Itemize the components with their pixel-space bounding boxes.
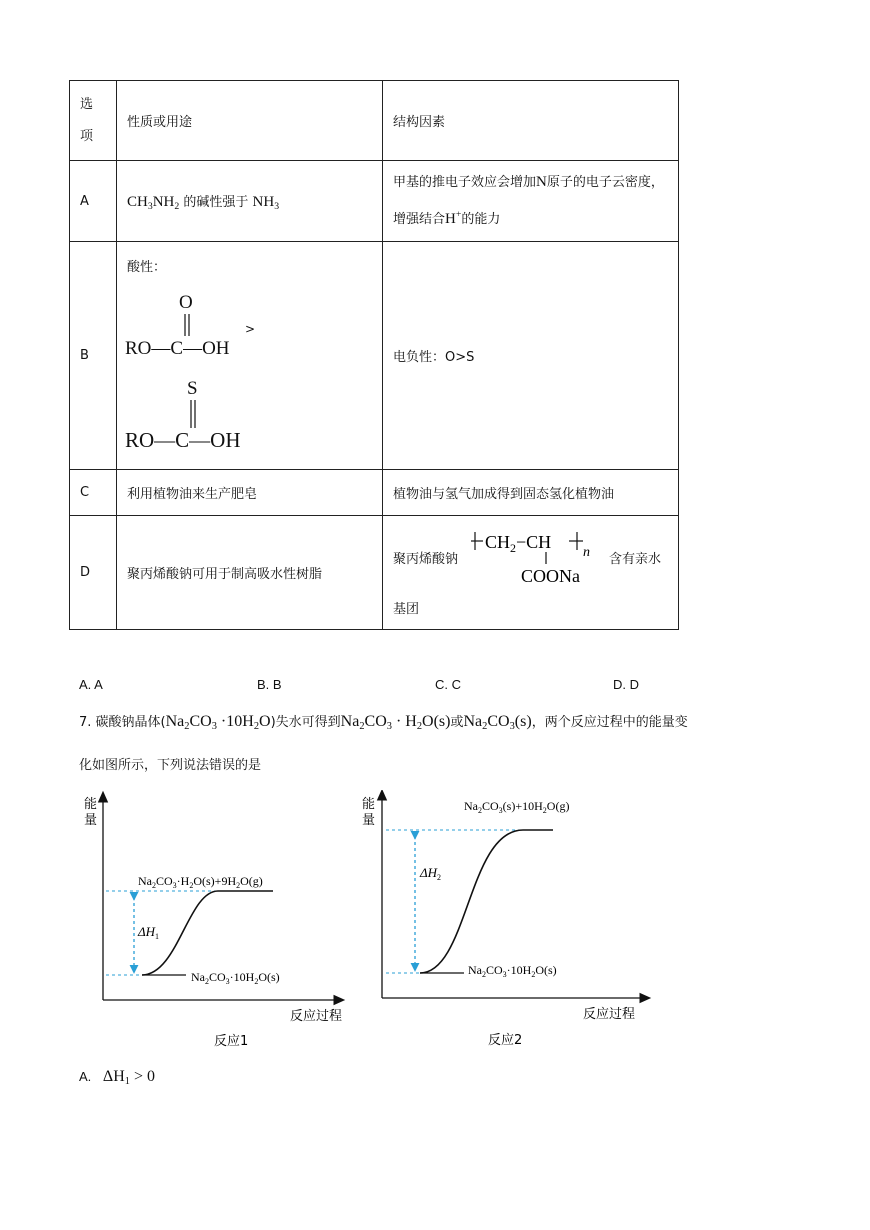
question-table xyxy=(69,80,679,630)
factor-b: 电负性：O>S xyxy=(383,242,679,470)
option-a: A xyxy=(70,161,117,242)
polymer-side: COONa xyxy=(521,566,580,586)
option-d: D xyxy=(70,516,117,630)
question7-line1: 7. 碳酸钠晶体$(Na_2CO_3 \cdot 10H_2O)$失水可得到$Na_2CO_3 \cdot H_2O(s)$或$Na_2CO_3(s)$，两个反应过程中的能量变 xyxy=(79,713,688,733)
y-axis-label-1a: 能 xyxy=(84,797,98,812)
polymer-main: $CH_2-CH$ xyxy=(485,532,552,555)
table-row-d xyxy=(70,516,679,630)
bottom-state-2: $Na_2CO_3\cdot 10H_2O(s)$ xyxy=(468,963,557,979)
table-row-b xyxy=(70,242,679,470)
option-b: B xyxy=(70,242,117,470)
double-bond-1 xyxy=(183,314,193,338)
factor-a: 甲基的推电子效应会增加N原子的电子云密度，增强结合H+的能力 xyxy=(383,161,679,242)
question7-line2: 化如图所示，下列说法错误的是 xyxy=(79,758,262,773)
double-bond-2 xyxy=(189,400,199,430)
header-factor: 结构因素 xyxy=(383,81,679,161)
y-axis-label-2b: 量 xyxy=(362,813,376,828)
property-a: $CH_3NH_2$ 的碱性强于 $NH_3$ xyxy=(117,161,383,242)
polymer-tail: 基团 xyxy=(393,602,420,617)
formula1-o: O xyxy=(179,292,193,313)
acidity-label: 酸性： xyxy=(127,260,167,275)
greater-than: > xyxy=(245,322,256,336)
top-state-2: $Na_2CO_3(s)+10H_2O(g)$ xyxy=(464,799,570,815)
factor-d xyxy=(383,516,679,630)
q7-option-a[interactable]: A. $\Delta H_1 > 0$ xyxy=(79,1068,155,1088)
caption-1: 反应1 xyxy=(214,1034,249,1049)
choice-d[interactable]: D. D xyxy=(613,677,639,692)
table-row-a xyxy=(70,161,679,242)
header-option: 选项 xyxy=(70,81,117,161)
x-axis-label-1: 反应过程 xyxy=(290,1009,343,1024)
formula2-s: S xyxy=(187,378,198,399)
caption-2: 反应2 xyxy=(488,1033,523,1048)
option-c: C xyxy=(70,470,117,516)
x-axis-label-2: 反应过程 xyxy=(583,1007,636,1022)
delta-label-2: $\Delta H_2$ xyxy=(420,865,442,882)
choice-a[interactable]: A. A xyxy=(79,677,103,692)
polymer-structure xyxy=(471,528,601,588)
delta-label-1: $\Delta H_1$ xyxy=(138,924,160,941)
property-b xyxy=(117,242,383,470)
header-property: 性质或用途 xyxy=(117,81,383,161)
formula1: RO—C—OH xyxy=(125,338,230,359)
energy-diagram-1 xyxy=(78,790,358,1055)
formula2: RO—C—OH xyxy=(125,428,241,452)
choice-c[interactable]: C. C xyxy=(435,677,461,692)
polymer-name: 聚丙烯酸钠 xyxy=(393,552,459,567)
choice-b[interactable]: B. B xyxy=(257,677,282,692)
y-axis-label-2a: 能 xyxy=(362,797,376,812)
polymer-n: n xyxy=(583,545,590,560)
factor-c: 植物油与氢气加成得到固态氢化植物油 xyxy=(383,470,679,516)
top-state-1: $Na_2CO_3\cdot H_2O(s)+9H_2O(g)$ xyxy=(138,874,263,890)
table-row-c xyxy=(70,470,679,516)
energy-diagram-2 xyxy=(358,790,658,1055)
y-axis-label-1b: 量 xyxy=(84,813,98,828)
polymer-suffix: 含有亲水 xyxy=(609,552,662,567)
bottom-state-1: $Na_2CO_3\cdot 10H_2O(s)$ xyxy=(191,970,280,986)
property-d: 聚丙烯酸钠可用于制高吸水性树脂 xyxy=(117,516,383,630)
property-c: 利用植物油来生产肥皂 xyxy=(117,470,383,516)
